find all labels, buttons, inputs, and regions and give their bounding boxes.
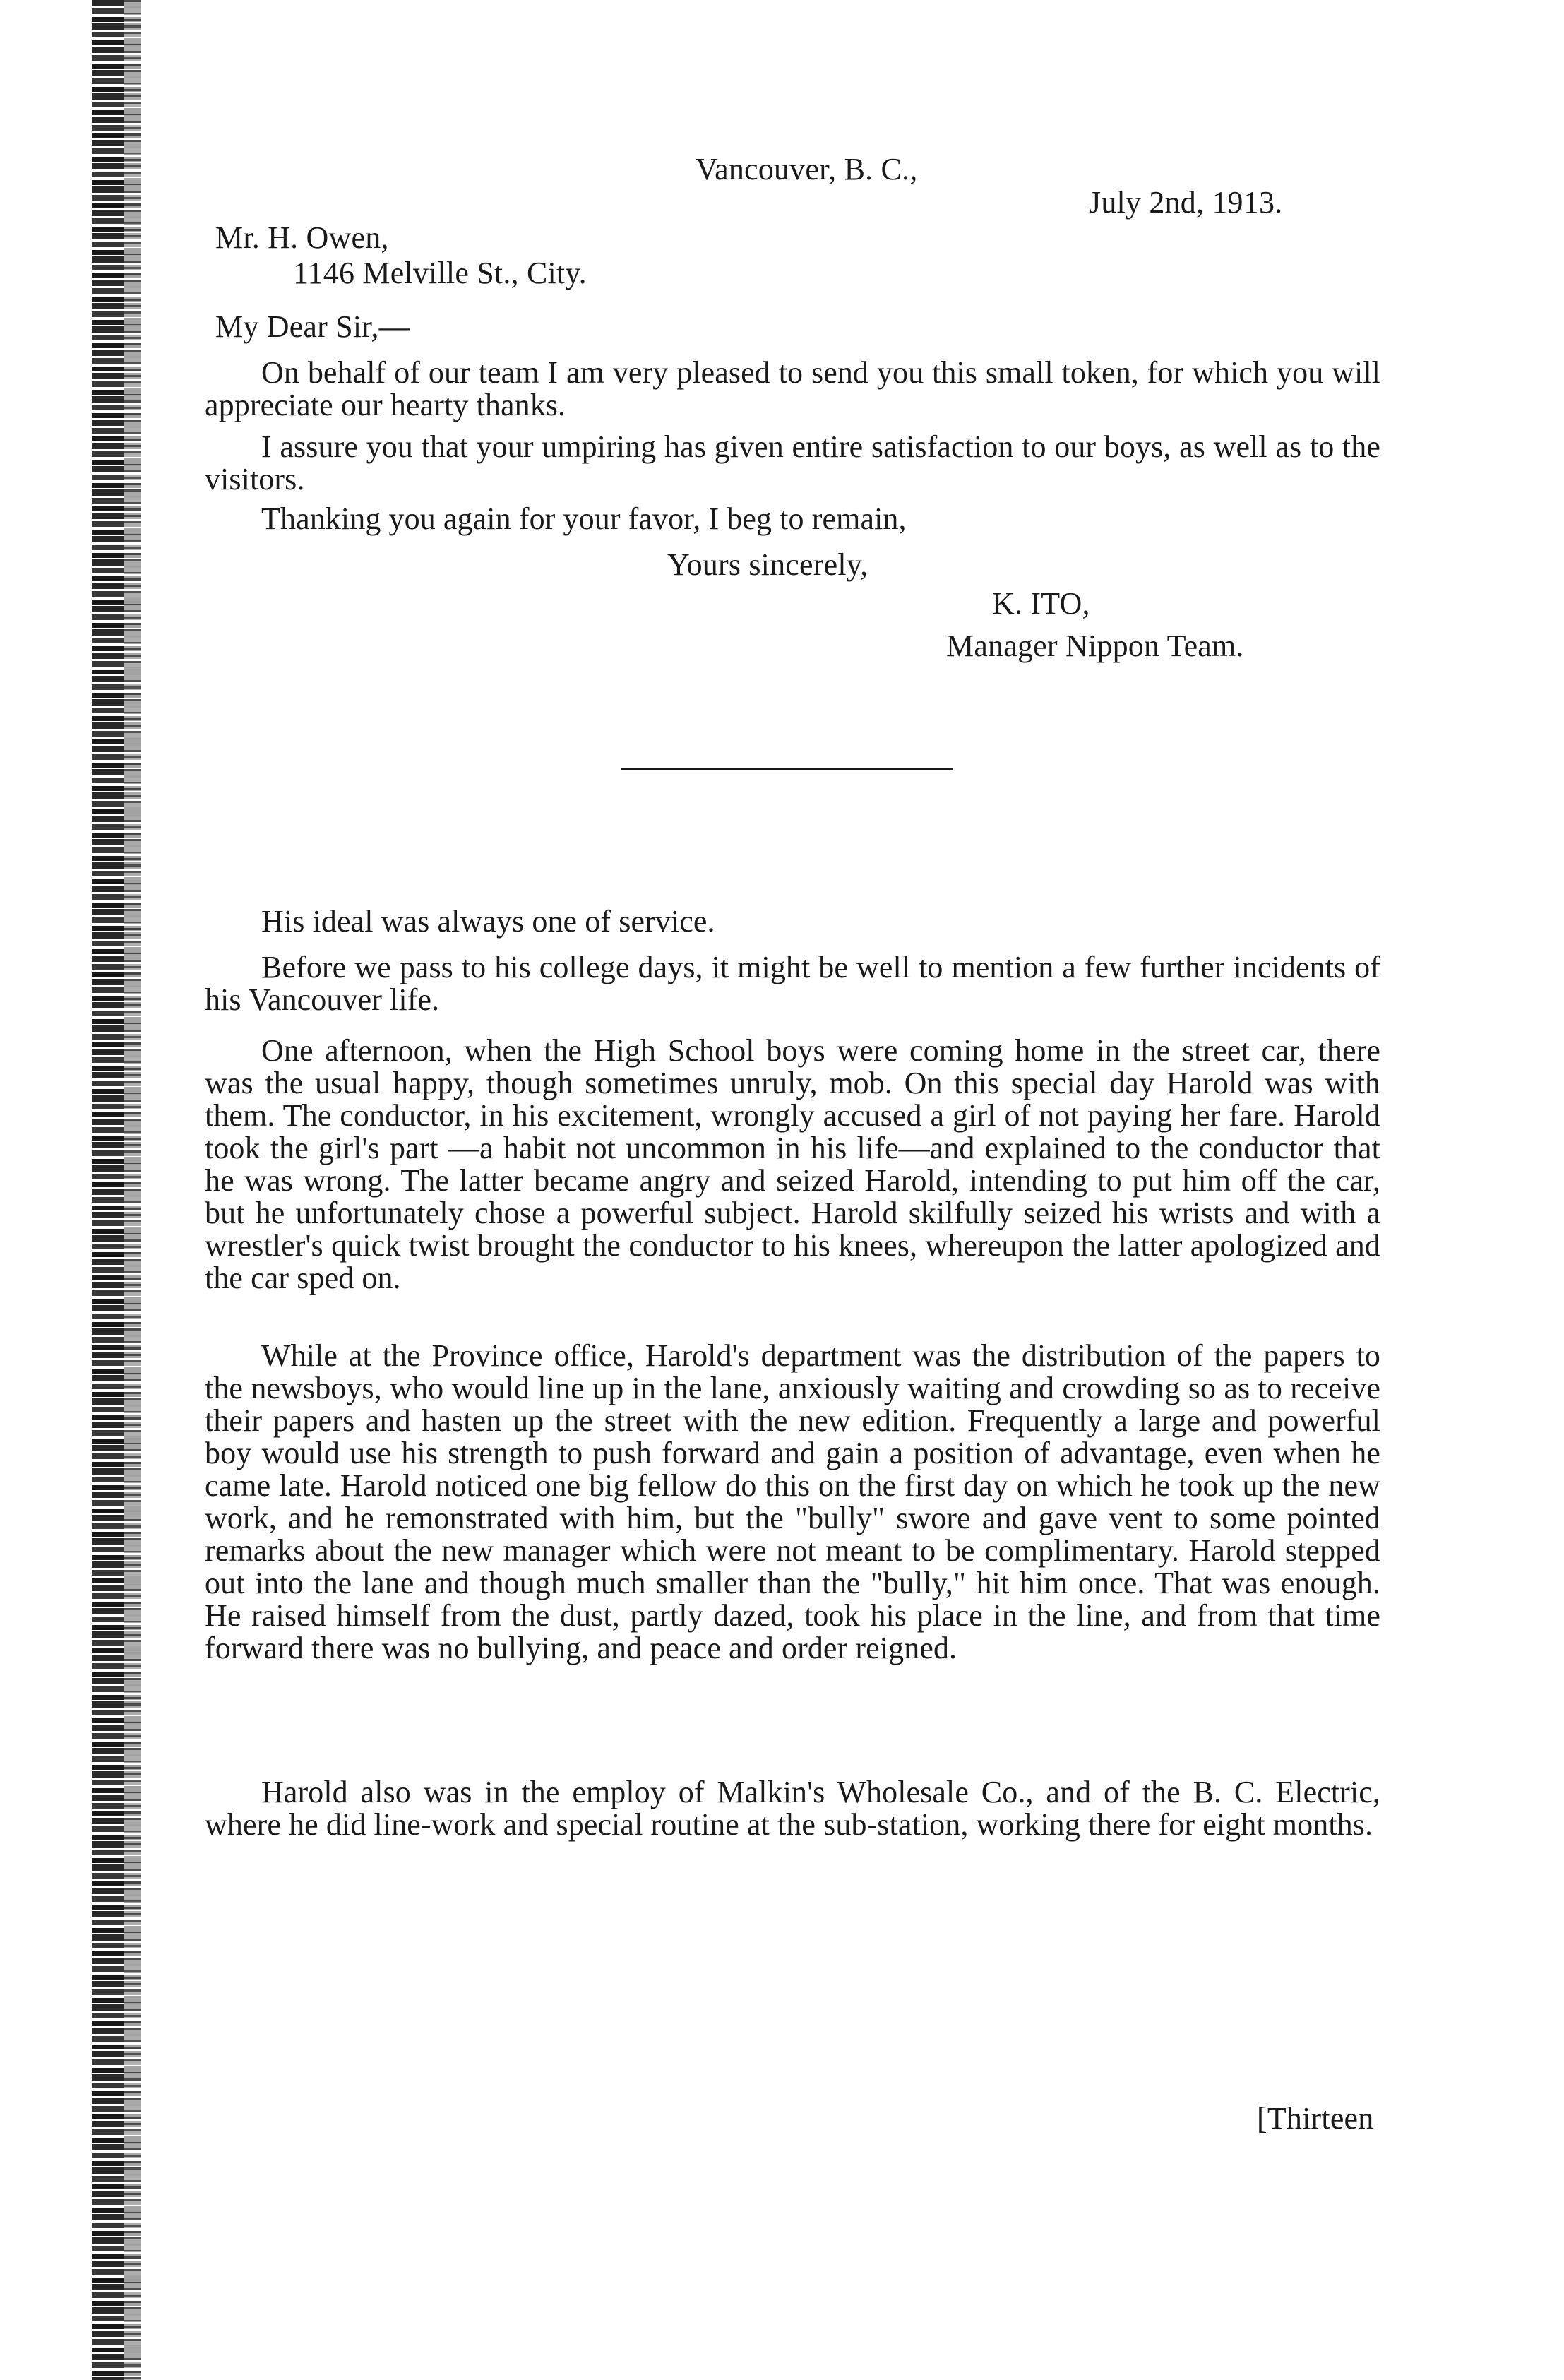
article-paragraph-1: His ideal was always one of service. [261,904,715,939]
article-paragraph-2: Before we pass to his college days, it might be well to mention a few further incidents of his Vancouver life. [205,950,1380,1017]
signature-title: Manager Nippon Team. [946,629,1244,663]
article-paragraph-3: One afternoon, when the High School boys were coming home in the street car, there was the usual happy, though sometimes unruly, mob. On this special day Harold was with them. The conductor, in his excitement, wrongly accused a girl of not paying her fare. Harold took the girl's part —a habit not uncommon in his life—and explained to the conductor that he was wrong. The latter became angry and seized Harold, intending to put him off the car, but he unfortunately chose a powerful subject. Harold skilfully seized his wrists and with a wrestler's quick twist brought the conductor to his knees, whereupon the latter apologized and the car sped on. [205,1033,1380,1295]
letter-place: Vancouver, B. C., [696,152,918,186]
salutation: My Dear Sir,— [215,309,410,344]
addressee-name: Mr. H. Owen, [215,220,389,255]
signature-name: K. ITO, [992,586,1090,621]
letter-body-1: On behalf of our team I am very pleased to send you this small token, for which you will appreciate our hearty thanks. [205,355,1380,422]
letter-date: July 2nd, 1913. [1089,185,1283,220]
binding-edge [92,0,141,2380]
addressee-street: 1146 Melville St., City. [293,256,587,290]
article-paragraph-5: Harold also was in the employ of Malkin's Wholesale Co., and of the B. C. Electric, where he did line-work and special routine at the sub-station, working there for eight months. [205,1775,1380,1842]
letter-body-3: Thanking you again for your favor, I beg to remain, [261,501,907,536]
letter-closing: Yours sincerely, [667,547,868,582]
section-divider [621,768,953,770]
article-paragraph-4: While at the Province office, Harold's department was the distribution of the papers to the newsboys, who would line up in the lane, anxiously waiting and crowding so as to receive their papers and hasten up the street with the new edition. Frequently a large and powerful boy would use his strength to push forward and gain a position of advantage, even when he came late. Harold noticed one big fellow do this on the first day on which he took up the new work, and he remonstrated with him, but the "bully" swore and gave vent to some pointed remarks about the new manager which were not meant to be complimentary. Harold stepped out into the lane and though much smaller than the "bully," hit him once. That was enough. He raised himself from the dust, partly dazed, took his place in the line, and from that time forward there was no bullying, and peace and order reigned. [205,1338,1380,1665]
letter-body-2: I assure you that your umpiring has given entire satisfaction to our boys, as well as to the visitors. [205,429,1380,496]
page-number-label: [Thirteen [1257,2101,1374,2136]
